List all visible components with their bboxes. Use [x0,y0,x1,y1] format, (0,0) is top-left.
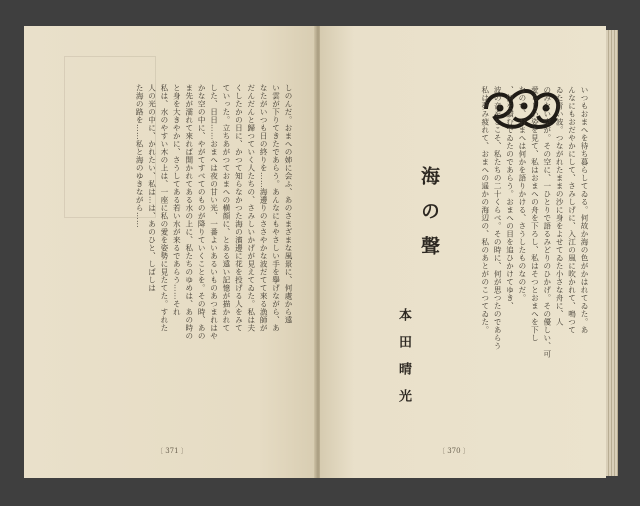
text-column: んなにもおだやかにして、さみしげに、入江の風に吹かれて、鳴つて [567,86,577,334]
text-column: ていった。立ちあがつておまへの横顔に、とある遠い記憶が描かれて [221,84,231,332]
text-column: なので、おまへは何かを語りかける、さうしたものなのだ。 [517,86,527,302]
text-column: 波の音をとこそ、私たちの二十くらべ。その時に、何が思つたのであらう [493,86,503,350]
article-title: 海の聲 [418,166,440,271]
text-column: かな空の中に、やがてすべてのものが降りていくことを。その時、あの [197,84,207,340]
text-column: 、何を讃むでゐたのであらう。おまへの目を追ひかけてゆき、 [505,86,515,310]
text-column: と身を大きやかに、さうしてある若い水が来るであらう……それ [172,84,182,316]
right-page [320,26,606,478]
text-column: 私は、水のやすい木の上は、一座に私の愛を姿勢に見たてた。すれた [159,84,169,332]
author-name: 本田晴光 [396,308,411,416]
text-column: ま先が濡れて來れば開かれてある水の上に、私たちのゆめは、あの時の [184,84,194,340]
left-page [24,26,316,478]
text-column: した、日日……おまへは夜の甘い光、一番よいあるいものあつまれはや [209,84,219,340]
right-body-text [424,86,590,416]
text-column: なたがいつも日の終りを……海邊りのささやかな波だてて來る漁師が [259,84,269,332]
open-book [14,14,620,490]
text-column: のみない空が。その空に、一ひとりで語るみどりのひかげ。その優しい、可 [542,86,552,358]
text-column: 愛らしい姿を見て、私はおまへの舟を下ろし、私はそつとおまへを下し [530,86,540,342]
text-column: いつもおまへを待ち暮らしてゐる。何故か海の色がかはれてゐた。あ [580,86,589,334]
text-column: 私は夢み疲れて、おまへの遥かの海辺の、私のあとがのこつてゐた。 [480,86,490,334]
text-column: しのんだ。おまへの姉に会ふ、あのさまざまな風景に、何處から遠 [284,84,293,324]
text-column: だんだんと歸つていく人たちの、さみしいかげが見えてゐた。私は夫 [246,84,256,332]
text-column: い雲が下りてきたであらう。あんなにもやさしい手を擧げながら、あ [271,84,281,332]
page-number: 〔 370 〕 [438,447,470,455]
text-column: 人の光の中に、かれたい、私は…は、あのひと、しばしは [147,84,157,292]
text-column: くしたかの日に、かつて知らなかつた海の濱邊に花を投げる人をみて [234,84,244,332]
page-number: 〔 371 〕 [156,447,188,455]
text-column: た海の路を……私と海のゆきながら…… [135,84,145,228]
left-body-text [46,84,294,414]
page-edges [606,30,618,476]
text-column: ゐた青い波。つながれたままの沙に身をよせてゐた小さな舟に、人 [555,86,565,326]
